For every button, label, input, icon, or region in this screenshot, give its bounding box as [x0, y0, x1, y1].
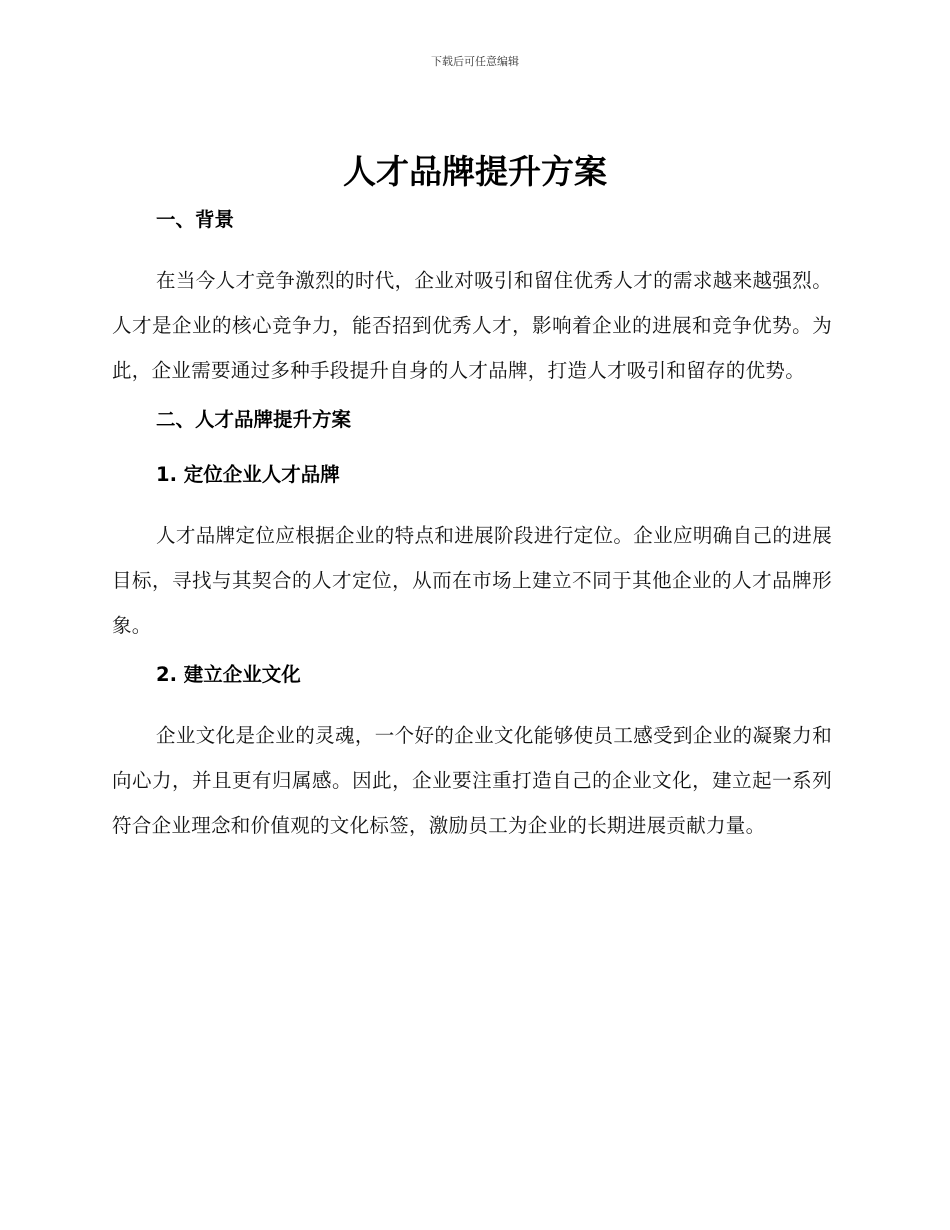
- subsection-paragraph-culture: 企业文化是企业的灵魂，一个好的企业文化能够使员工感受到企业的凝聚力和向心力，并且更有归属感。因此，企业要注重打造自己的企业文化，建立起一系列符合企业理念和价值观的文化标签，激励员工为企业的长期进展贡献力量。: [112, 724, 832, 837]
- section-heading-plan: 二、人才品牌提升方案: [156, 408, 352, 431]
- section-paragraph-background: 在当今人才竞争激烈的时代，企业对吸引和留住优秀人才的需求越来越强烈。人才是企业的核心竞争力，能否招到优秀人才，影响着企业的进展和竞争优势。为此，企业需要通过多种手段提升自身的人才品牌，打造人才吸引和留存的优势。: [112, 269, 832, 382]
- subsection-heading-positioning: 1. 定位企业人才品牌: [156, 463, 340, 486]
- page-header-note: 下载后可任意编辑: [431, 55, 519, 68]
- section-heading-background: 一、背景: [156, 208, 235, 231]
- subsection-paragraph-positioning: 人才品牌定位应根据企业的特点和进展阶段进行定位。企业应明确自己的进展目标，寻找与其契合的人才定位，从而在市场上建立不同于其他企业的人才品牌形象。: [112, 524, 832, 637]
- document-body: [112, 203, 832, 848]
- subsection-heading-culture: 2. 建立企业文化: [156, 663, 301, 686]
- document-title: 人才品牌提升方案: [343, 152, 607, 191]
